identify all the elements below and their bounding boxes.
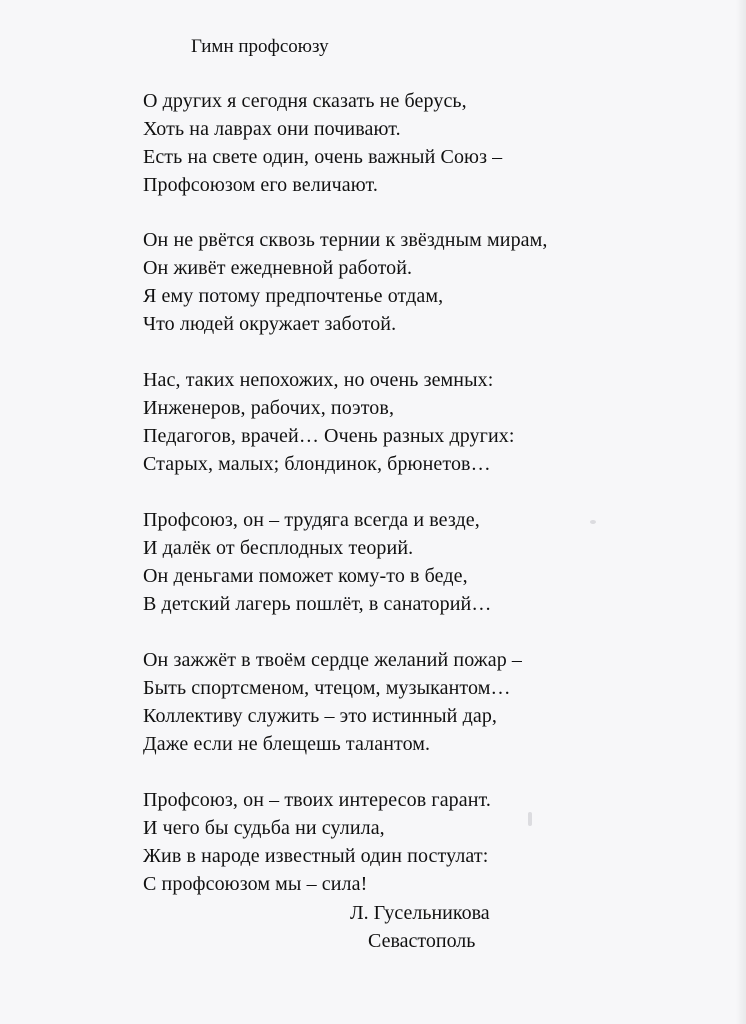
stanza-1-line-2: Хоть на лаврах они почивают. — [143, 118, 401, 140]
stanza-6-line-2: И чего бы судьба ни сулила, — [143, 817, 385, 839]
stanza-4 — [143, 506, 491, 618]
stanza-2 — [143, 226, 548, 338]
stanza-6-line-4: С профсоюзом мы – сила! — [143, 873, 368, 895]
stanza-2-line-2: Он живёт ежедневной работой. — [143, 257, 413, 279]
signature-author: Л. Гусельникова — [350, 902, 490, 924]
stanza-1-line-3: Есть на свете один, очень важный Союз – — [143, 146, 503, 168]
stanza-5-line-2: Быть спортсменом, чтецом, музыкантом… — [143, 677, 511, 699]
stanza-2-line-4: Что людей окружает заботой. — [143, 313, 397, 335]
stanza-4-line-1: Профсоюз, он – трудяга всегда и везде, — [143, 509, 480, 531]
stanza-4-line-4: В детский лагерь пошлёт, в санаторий… — [143, 593, 492, 615]
stanza-6 — [143, 786, 491, 898]
stanza-4-line-3: Он деньгами поможет кому-то в беде, — [143, 565, 468, 587]
stanza-5 — [143, 646, 522, 758]
stanza-1 — [143, 87, 502, 199]
poem-title: Гимн профсоюзу — [191, 36, 329, 57]
scan-speck — [528, 812, 532, 826]
stanza-5-line-1: Он зажжёт в твоём сердце желаний пожар – — [143, 649, 522, 671]
stanza-1-line-4: Профсоюзом его величают. — [143, 174, 378, 196]
stanza-2-line-1: Он не рвётся сквозь тернии к звёздным мирам, — [143, 229, 548, 251]
stanza-4-line-2: И далёк от бесплодных теорий. — [143, 537, 414, 559]
stanza-3-line-4: Старых, малых; блондинок, брюнетов… — [143, 453, 491, 475]
stanza-3-line-2: Инженеров, рабочих, поэтов, — [143, 397, 395, 419]
stanza-6-line-1: Профсоюз, он – твоих интересов гарант. — [143, 789, 491, 811]
page-edge-shadow — [736, 0, 746, 1024]
stanza-5-line-3: Коллективу служить – это истинный дар, — [143, 705, 498, 727]
stanza-5-line-4: Даже если не блещешь талантом. — [143, 733, 431, 755]
scan-speck — [590, 520, 596, 524]
stanza-6-line-3: Жив в народе известный один постулат: — [143, 845, 489, 867]
signature-city: Севастополь — [368, 930, 476, 952]
stanza-3-line-3: Педагогов, врачей… Очень разных других: — [143, 425, 515, 447]
stanza-1-line-1: О других я сегодня сказать не берусь, — [143, 90, 467, 112]
stanza-2-line-3: Я ему потому предпочтенье отдам, — [143, 285, 444, 307]
stanza-3-line-1: Нас, таких непохожих, но очень земных: — [143, 369, 494, 391]
stanza-3 — [143, 366, 515, 478]
